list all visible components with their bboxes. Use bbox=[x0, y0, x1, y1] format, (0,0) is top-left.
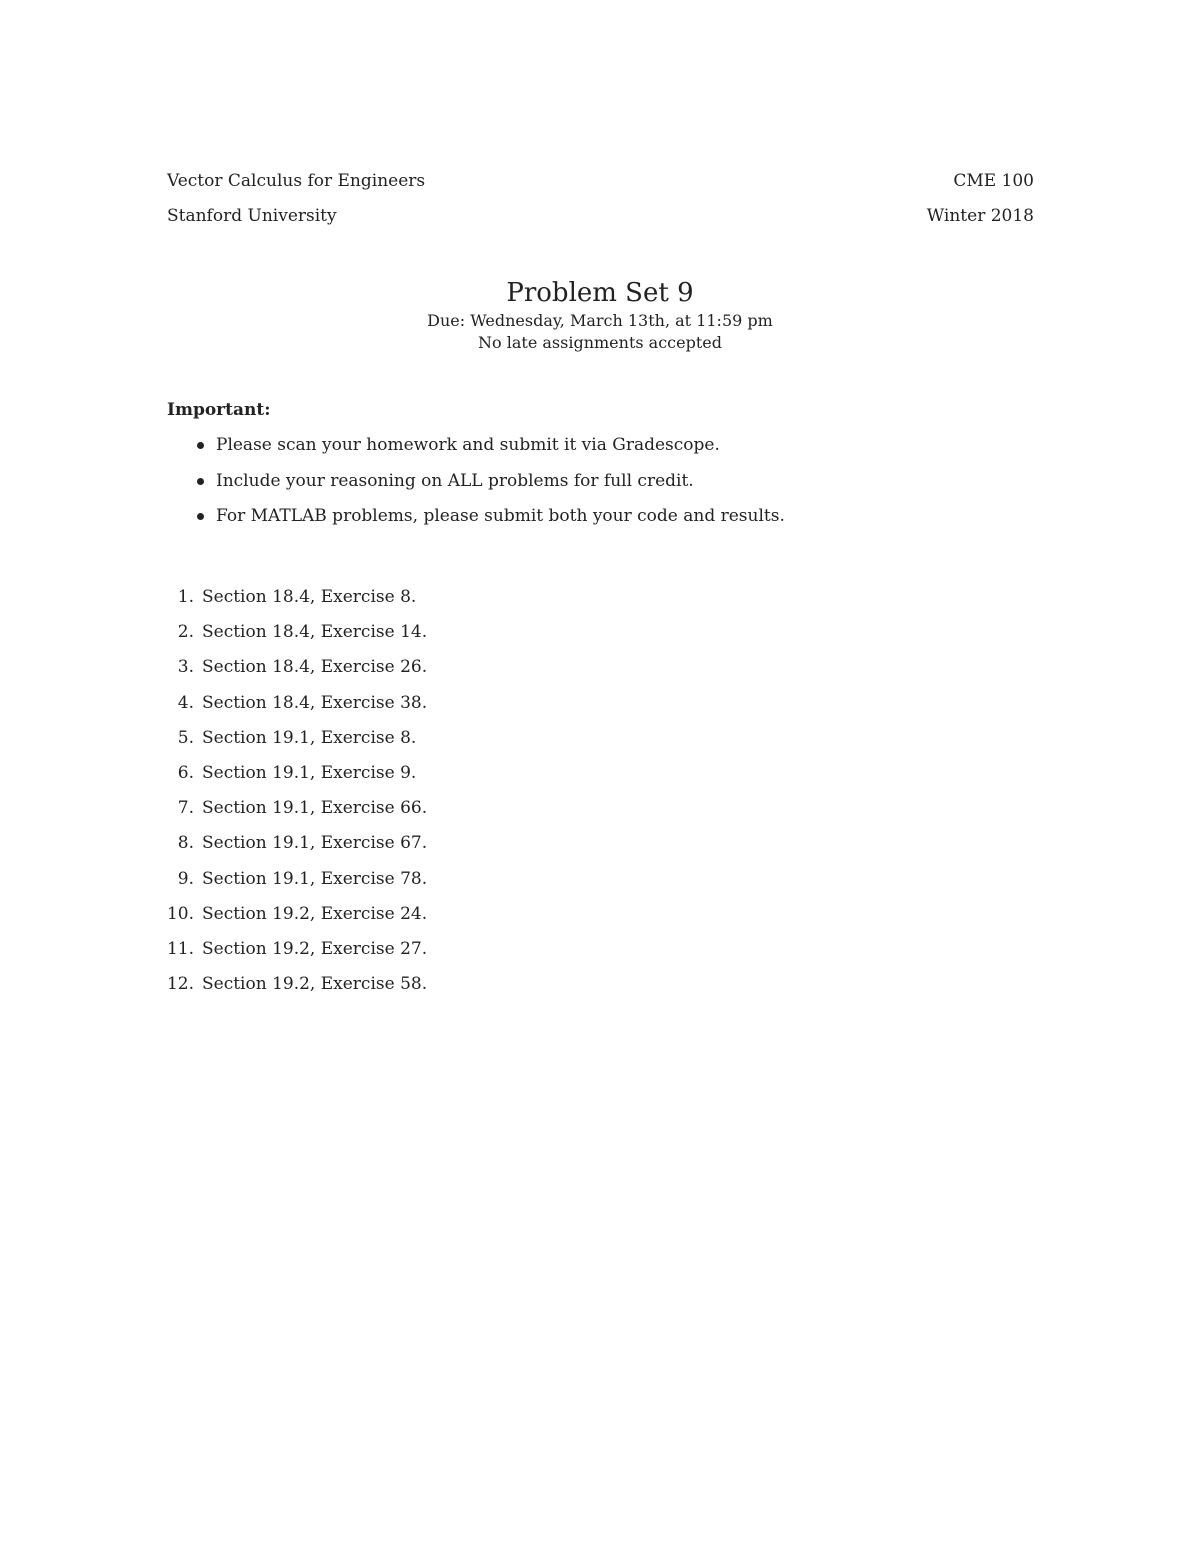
problem-item bbox=[160, 868, 427, 903]
problem-number: 2. bbox=[177, 622, 194, 643]
page-title: Problem Set 9 bbox=[506, 278, 694, 308]
problem-item bbox=[160, 973, 427, 1008]
problem-item bbox=[160, 586, 427, 621]
header-row-term bbox=[167, 205, 1034, 227]
problem-number: 8. bbox=[177, 833, 194, 854]
problem-text: Section 19.2, Exercise 58. bbox=[202, 974, 428, 995]
important-item-text: Please scan your homework and submit it via Gradescope. bbox=[216, 435, 720, 455]
problem-number: 1. bbox=[177, 587, 194, 607]
due-date: Due: Wednesday, March 13th, at 11:59 pm bbox=[427, 311, 773, 330]
problem-text: Section 18.4, Exercise 26. bbox=[202, 657, 428, 678]
problem-text: Section 18.4, Exercise 38. bbox=[202, 692, 428, 713]
header-row-course bbox=[167, 170, 1034, 192]
problem-text: Section 19.1, Exercise 9. bbox=[202, 762, 417, 783]
problem-text: Section 19.1, Exercise 78. bbox=[202, 868, 428, 889]
problem-item bbox=[160, 621, 427, 656]
bullet-icon bbox=[197, 442, 204, 449]
problem-item bbox=[160, 938, 427, 973]
problem-text: Section 18.4, Exercise 8. bbox=[202, 587, 417, 607]
problem-number: 10. bbox=[166, 903, 194, 924]
problem-number: 6. bbox=[177, 762, 194, 783]
problem-list bbox=[160, 586, 427, 1008]
important-heading: Important: bbox=[167, 400, 271, 420]
problem-text: Section 19.2, Exercise 24. bbox=[202, 903, 428, 924]
problem-number: 4. bbox=[177, 692, 194, 713]
problem-number: 9. bbox=[177, 868, 194, 889]
bullet-icon bbox=[197, 513, 204, 520]
late-policy: No late assignments accepted bbox=[478, 333, 722, 352]
problem-number: 12. bbox=[166, 974, 194, 995]
problem-text: Section 19.1, Exercise 8. bbox=[202, 727, 417, 748]
important-item bbox=[197, 505, 785, 541]
course-code: CME 100 bbox=[953, 171, 1034, 191]
important-item-text: For MATLAB problems, please submit both your code and results. bbox=[216, 506, 785, 526]
problem-number: 11. bbox=[166, 938, 194, 959]
problem-item bbox=[160, 797, 427, 832]
problem-text: Section 19.1, Exercise 66. bbox=[202, 798, 428, 819]
important-item bbox=[197, 470, 785, 506]
university-name: Stanford University bbox=[167, 206, 337, 226]
problem-number: 3. bbox=[177, 657, 194, 678]
problem-number: 7. bbox=[177, 798, 194, 819]
bullet-icon bbox=[197, 478, 204, 485]
problem-item bbox=[160, 903, 427, 938]
title-block bbox=[0, 276, 1200, 354]
course-name: Vector Calculus for Engineers bbox=[167, 171, 426, 191]
important-item bbox=[197, 434, 785, 470]
problem-text: Section 18.4, Exercise 14. bbox=[202, 622, 428, 643]
problem-item bbox=[160, 692, 427, 727]
problem-text: Section 19.1, Exercise 67. bbox=[202, 833, 428, 854]
problem-item bbox=[160, 762, 427, 797]
problem-text: Section 19.2, Exercise 27. bbox=[202, 938, 428, 959]
term: Winter 2018 bbox=[926, 206, 1034, 226]
important-list bbox=[197, 434, 785, 541]
important-item-text: Include your reasoning on ALL problems for full credit. bbox=[216, 470, 694, 491]
problem-item bbox=[160, 656, 427, 691]
problem-number: 5. bbox=[177, 727, 194, 748]
problem-item bbox=[160, 832, 427, 867]
problem-item bbox=[160, 727, 427, 762]
